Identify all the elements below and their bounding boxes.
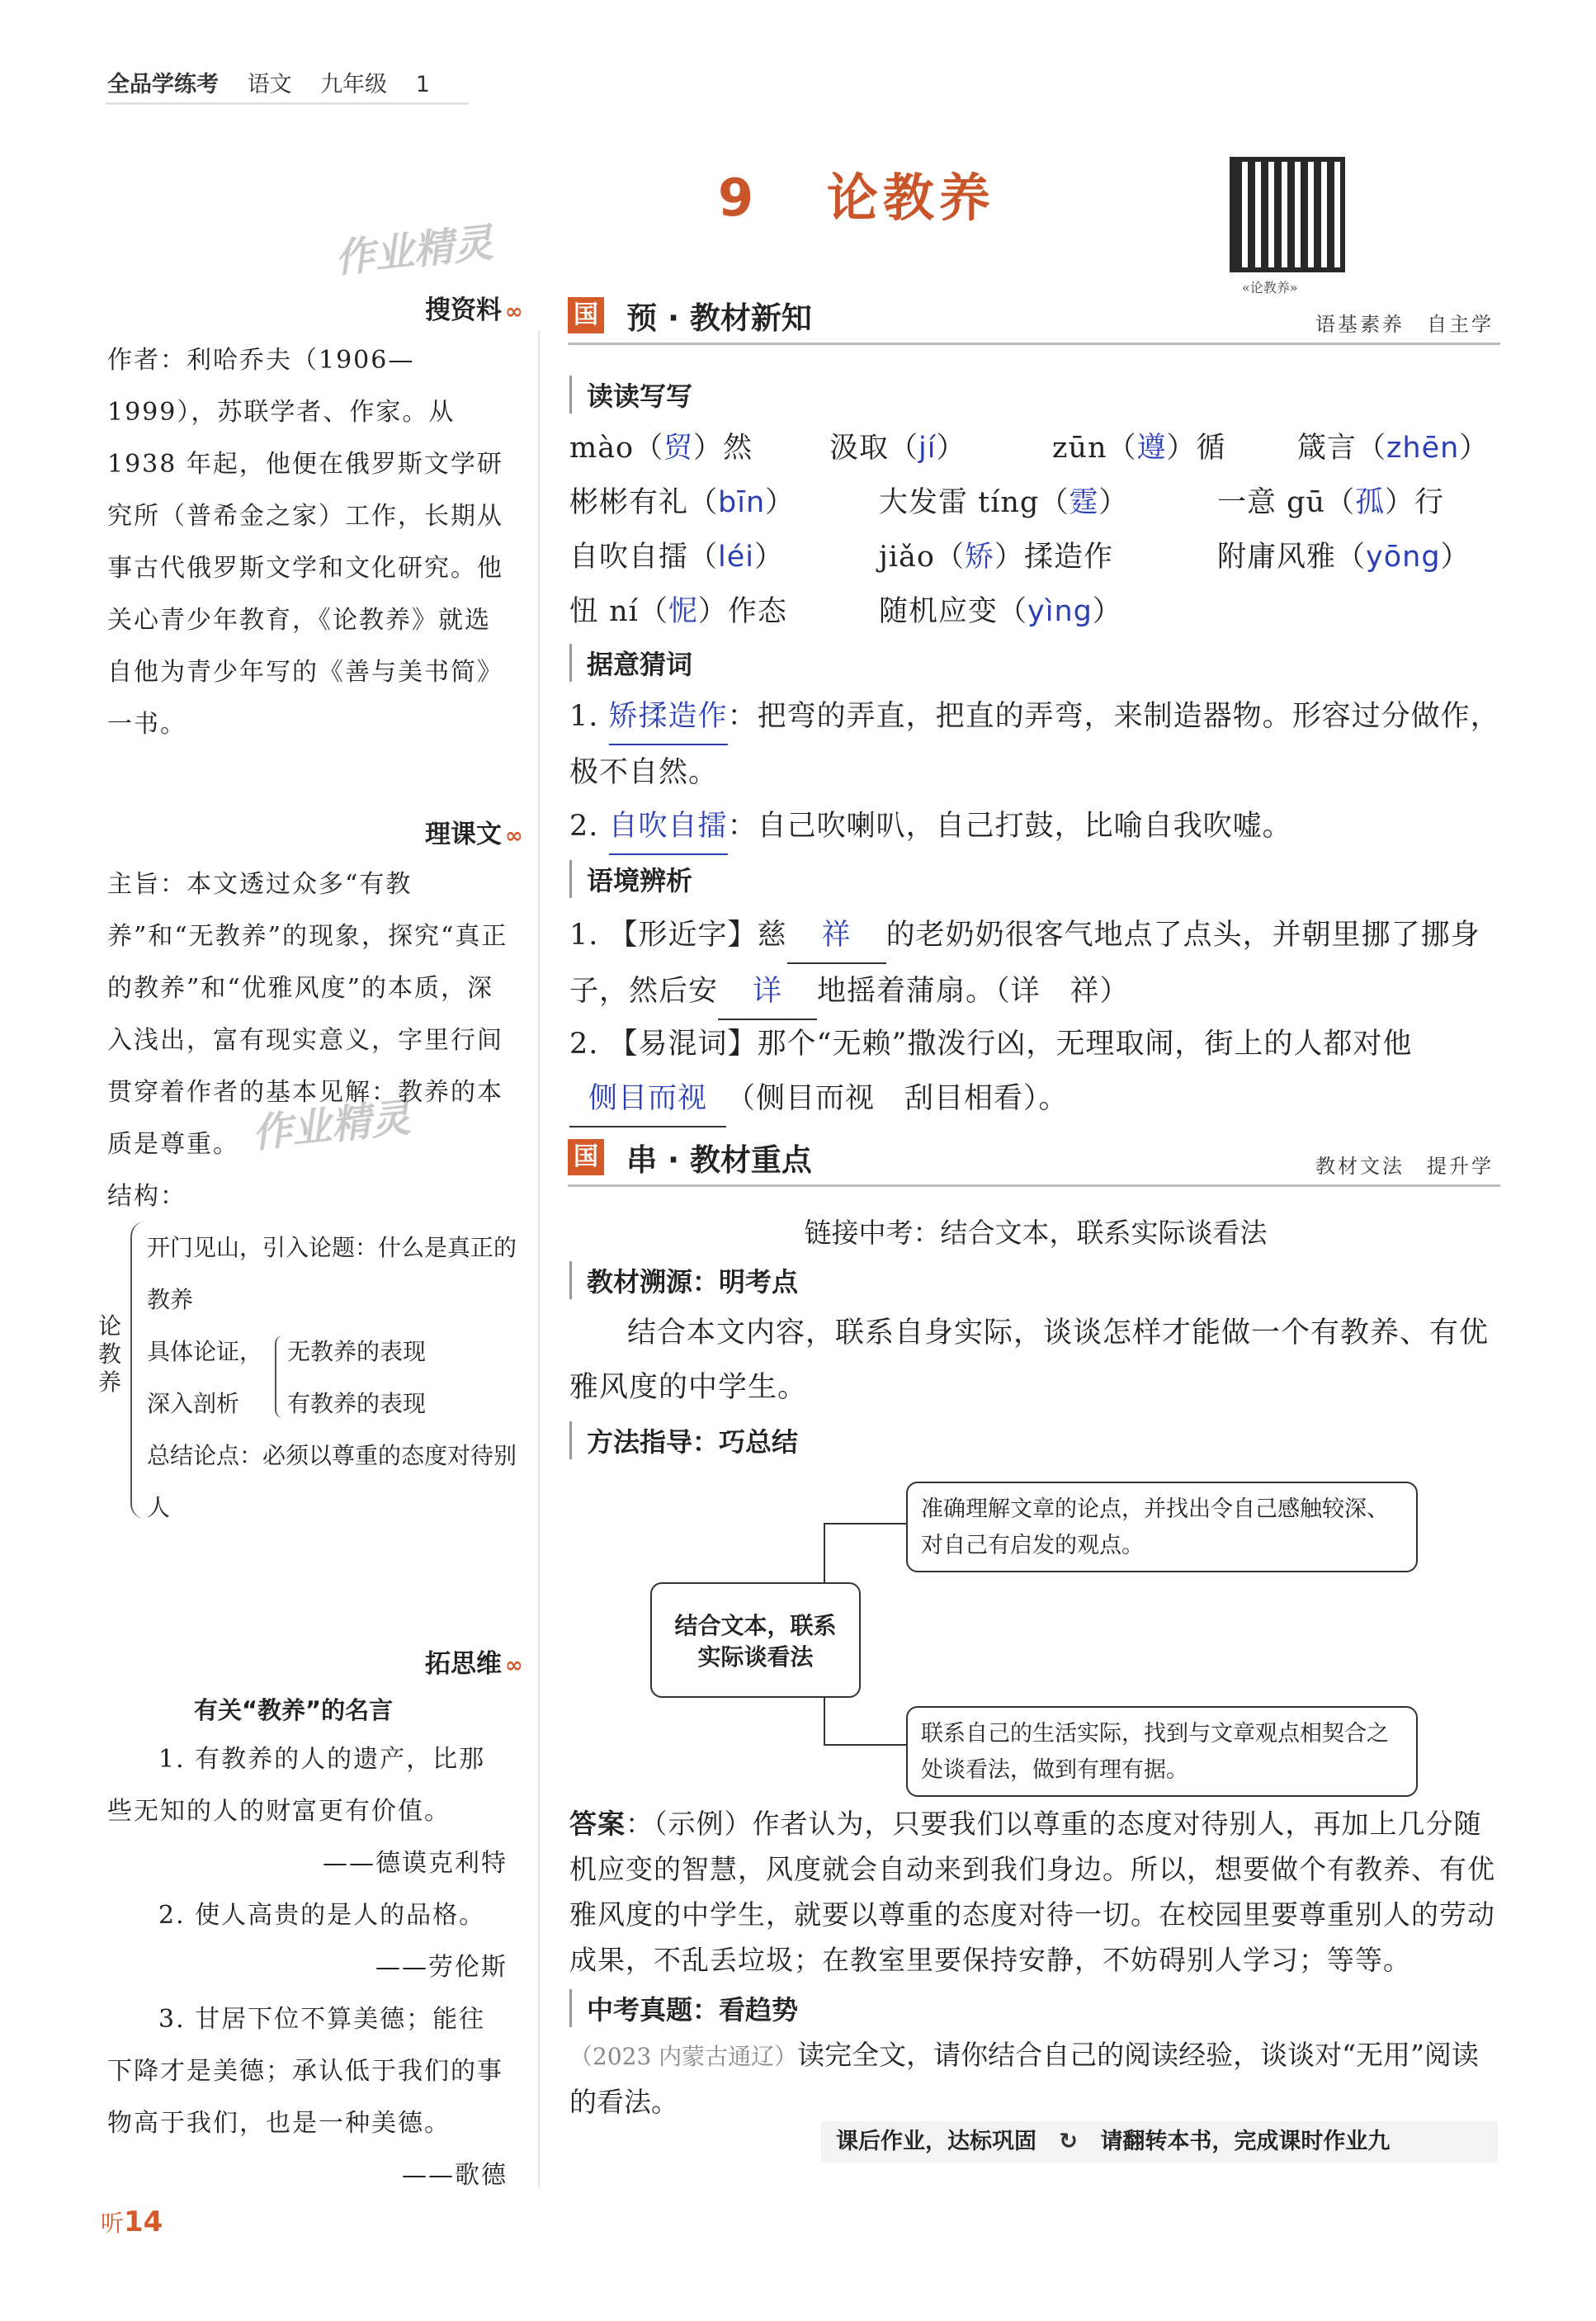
lesson-name: 论教养	[826, 168, 995, 228]
structure-diagram	[97, 1222, 526, 1519]
section-1-tag: 语基素养 自主学	[1315, 313, 1494, 336]
pinyin-item: 大发雷 tíng（霆）	[879, 486, 1129, 519]
chain-icon: ∞	[505, 300, 523, 324]
lesson-heading	[425, 813, 523, 850]
structure-label: 结构：	[107, 1182, 187, 1211]
quotes-title: 有关“教养”的名言	[194, 1696, 394, 1724]
section-2-tag: 教材文法 提升学	[1315, 1155, 1494, 1178]
link-title: 链接中考：结合文本，联系实际谈看法	[804, 1217, 1268, 1249]
author-paragraph: 作者：利哈乔夫（1906—1999），苏联学者、作家。从 1938 年起，他便在俄罗斯文学研究所（普希金之家）工作，长期从事古代俄罗斯文学和文化研究。他关心青少年教育，《论教养》就选自他为青少年写的《善与美书简》一书。	[107, 346, 503, 739]
section-2-bar	[568, 1135, 1500, 1187]
theme-paragraph: 主旨：本文透过众多“有教养”和“无教养”的现象，探究“真正的教养”和“优雅风度”的本质，深入浅出，富有现实意义，字里行间贯穿着作者的基本见解：教养的本质是尊重。	[107, 870, 508, 1159]
refresh-icon: ↻	[1059, 2129, 1079, 2154]
section-2-icon: 国	[568, 1139, 604, 1175]
homework-bar	[821, 2121, 1498, 2163]
lesson-title	[718, 157, 995, 230]
structure-brace	[130, 1222, 147, 1519]
prompt-paragraph: 结合本文内容，联系自身实际，谈谈怎样才能做一个有教养、有优雅风度的中学生。	[569, 1316, 1490, 1404]
structure-root: 论教养	[97, 1312, 121, 1396]
map-connector	[824, 1523, 914, 1524]
search-heading	[425, 289, 523, 326]
section-2-title: 串 · 教材重点	[626, 1142, 812, 1178]
pinyin-item: jiǎo（矫）揉造作	[879, 541, 1114, 574]
homework-left: 课后作业，达标巩固	[836, 2129, 1036, 2154]
quote-2: 2. 使人高贵的是人的品格。	[158, 1901, 486, 1930]
pinyin-item: 忸 ní（怩）作态	[569, 595, 787, 628]
structure-s1: 开门见山，引入论题：什么是真正的教养	[147, 1234, 517, 1313]
quote-3: 3. 甘居下位不算美德；能往下降才是美德；承认低于我们的事物高于我们，也是一种美德。	[107, 2005, 503, 2138]
map-center-box: 结合文本，联系实际谈看法	[650, 1582, 861, 1698]
section-1-bar	[568, 293, 1500, 345]
sub-context: 语境辨析	[569, 860, 692, 898]
chain-icon: ∞	[505, 824, 523, 849]
map-top-box: 准确理解文章的论点，并找出令自己感触较深、对自己有启发的观点。	[906, 1482, 1418, 1572]
think-heading	[425, 1643, 523, 1680]
watermark: 作业精灵	[333, 220, 495, 282]
pinyin-item: 彬彬有礼（bīn）	[569, 486, 796, 519]
quote-1-author: ——德谟克利特	[323, 1849, 508, 1878]
running-header	[107, 66, 451, 98]
exam-text: 读完全文，请你结合自己的阅读经验，谈谈对“无用”阅读的看法。	[569, 2039, 1479, 2118]
answer-paragraph	[569, 1801, 1502, 1983]
think-heading-label: 拓思维	[425, 1649, 502, 1679]
answer-text: ：（示例）作者认为，只要我们以尊重的态度对待别人，再加上几分随机应变的智慧，风度就会自动来到我们身边。所以，想要做个有教养、有优雅风度的中学生，就要以尊重的态度对待一切。在校园里要尊重别人的劳动成果，不乱丢垃圾；在教室里要保持安静，不妨碍别人学习；等等。	[569, 1808, 1495, 1976]
guess-2: 2. 自吹自擂：自己吹喇叭，自己打鼓，比喻自我吹嘘。	[569, 799, 1502, 855]
volume: 1	[415, 72, 430, 97]
page-number: 听14	[101, 2205, 163, 2238]
structure-s3: 深入剖析	[147, 1390, 240, 1417]
structure-s2b: 有教养的表现	[287, 1390, 427, 1417]
quote-2-author: ——劳伦斯	[375, 1953, 508, 1982]
map-connector	[824, 1744, 914, 1746]
header-rule	[106, 102, 469, 105]
exam-question	[569, 2032, 1502, 2125]
sub-method: 方法指导：巧总结	[569, 1421, 798, 1459]
brand: 全品学练考	[107, 72, 219, 97]
watermark: 作业精灵	[250, 1094, 413, 1157]
qr-code[interactable]	[1230, 157, 1345, 272]
pinyin-item: 随机应变（yìng）	[879, 595, 1122, 628]
pinyin-grid	[569, 421, 1502, 644]
guess-1: 1. 矫揉造作：把弯的弄直，把直的弄弯，来制造器物。形容过分做作，极不自然。	[569, 689, 1502, 800]
grade: 九年级	[320, 72, 388, 97]
sub-read-write: 读读写写	[569, 376, 692, 414]
pinyin-item: 汲取（jí）	[829, 432, 966, 465]
lesson-number: 9	[718, 168, 759, 228]
pinyin-item: 一意 gū（孤）行	[1217, 486, 1445, 519]
lesson-heading-label: 理课文	[425, 820, 502, 849]
column-divider	[538, 330, 540, 2187]
sub-source: 教材溯源：明考点	[569, 1261, 798, 1299]
section-1-title: 预 · 教材新知	[626, 300, 812, 336]
pinyin-item: 附庸风雅（yōng）	[1217, 541, 1471, 574]
qr-caption: «论教养»	[1242, 280, 1298, 295]
section-1-icon: 国	[568, 297, 604, 333]
chain-icon: ∞	[505, 1653, 523, 1678]
pinyin-item: 自吹自擂（léi）	[569, 541, 785, 574]
context-2: 2. 【易混词】那个“无赖”撒泼行凶，无理取闹，街上的人都对他侧目而视 （侧目而视 刮目相看）。	[569, 1017, 1502, 1127]
structure-s2: 具体论证，	[147, 1338, 263, 1365]
exam-source: （2023 内蒙古通辽）	[569, 2043, 798, 2070]
answer-label: 答案	[569, 1808, 626, 1840]
quote-3-author: ——歌德	[402, 2161, 508, 2190]
quote-1: 1. 有教养的人的遗产，比那些无知的人的财富更有价值。	[107, 1745, 486, 1826]
sub-exam: 中考真题：看趋势	[569, 1989, 798, 2027]
homework-right: 请翻转本书，完成课时作业九	[1100, 2129, 1391, 2154]
pinyin-item: zūn（遵）循	[1052, 432, 1226, 465]
context-1: 1. 【形近字】慈 祥 的老奶奶很客气地点了点头，并朝里挪了挪身子，然后安 详 地摇着蒲扇。（详 祥）	[569, 908, 1502, 1020]
search-heading-label: 搜资料	[425, 295, 502, 325]
structure-subbrace	[275, 1335, 285, 1418]
pinyin-item: 箴言（zhēn）	[1297, 432, 1490, 465]
structure-s2a: 无教养的表现	[287, 1338, 427, 1365]
structure-s4: 总结论点：必须以尊重的态度对待别人	[147, 1442, 517, 1521]
map-bottom-box: 联系自己的生活实际，找到与文章观点相契合之处谈看法，做到有理有据。	[906, 1706, 1418, 1797]
subject: 语文	[247, 72, 292, 97]
method-mindmap	[650, 1473, 1426, 1803]
pinyin-item: mào（贸）然	[569, 432, 753, 465]
sub-guess: 据意猜词	[569, 644, 692, 682]
